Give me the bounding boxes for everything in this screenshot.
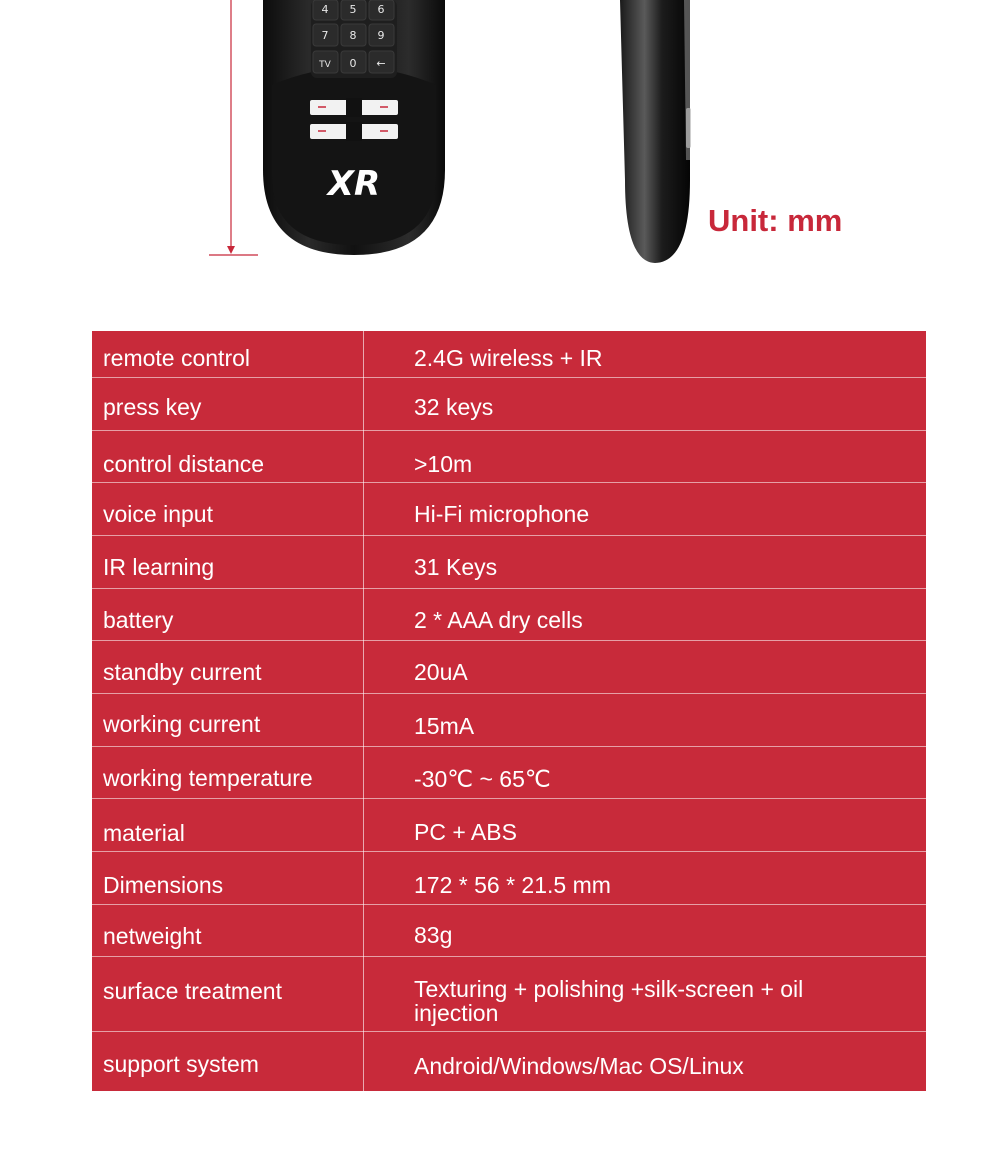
spec-label: netweight [103,923,202,949]
spec-value: Android/Windows/Mac OS/Linux [414,1053,744,1079]
key-8: 8 [349,29,357,42]
table-row [92,536,926,589]
table-row [92,431,926,483]
product-dimension-figure [0,0,1000,300]
spec-value: Hi-Fi microphone [414,501,590,527]
spec-value: 31 Keys [414,554,498,580]
key-0: 0 [349,57,357,70]
spec-label: battery [103,607,174,633]
remote-lower-panel [272,68,436,246]
key-back: ← [376,57,386,70]
spec-label: press key [103,394,202,420]
table-row [92,852,926,905]
spec-label: Dimensions [103,872,224,898]
spec-label: voice input [103,501,213,527]
spec-label: control distance [103,451,265,477]
spec-label: working current [103,711,261,737]
spec-value: Texturing + polishing +silk-screen + oil injection [414,976,804,1026]
key-tv: TV [319,60,331,70]
key-9: 9 [377,29,385,42]
spec-label: IR learning [103,554,215,580]
spec-label: material [103,820,185,846]
remote-side-body [620,0,690,263]
spec-label: support system [103,1051,259,1077]
unit-label: Unit: mm [708,203,843,238]
table-row [92,483,926,536]
spec-value: 172 * 56 * 21.5 mm [414,872,611,898]
spec-label: remote control [103,345,251,371]
dimension-arrow [227,246,235,254]
key-4: 4 [321,3,329,16]
remote-illustration [0,0,1000,300]
table-row [92,589,926,641]
spec-label: standby current [103,659,262,685]
table-row [92,641,926,694]
spec-value: 32 keys [414,394,494,420]
spec-value: 83g [414,922,453,948]
table-row [92,331,926,378]
table-row [92,1032,926,1091]
table-row [92,799,926,852]
table-row [92,905,926,957]
table-row [92,378,926,431]
table-row [92,747,926,799]
spec-value: 2.4G wireless + IR [414,345,603,371]
spec-value: -30℃ ~ 65℃ [414,766,551,792]
spec-value: 2 * AAA dry cells [414,607,583,633]
key-7: 7 [321,29,329,42]
table-row [92,694,926,747]
key-6: 6 [377,3,385,16]
spec-value: 20uA [414,659,468,685]
spec-value: PC + ABS [414,819,517,845]
brand-logo: XR [327,164,381,204]
spec-value: 15mA [414,713,475,739]
side-buttons [686,108,691,148]
table-row [92,957,926,1032]
spec-label: surface treatment [103,978,282,1004]
spec-table [92,331,926,1091]
key-5: 5 [349,3,357,16]
spec-label: working temperature [103,765,313,791]
spec-value: >10m [414,451,473,477]
